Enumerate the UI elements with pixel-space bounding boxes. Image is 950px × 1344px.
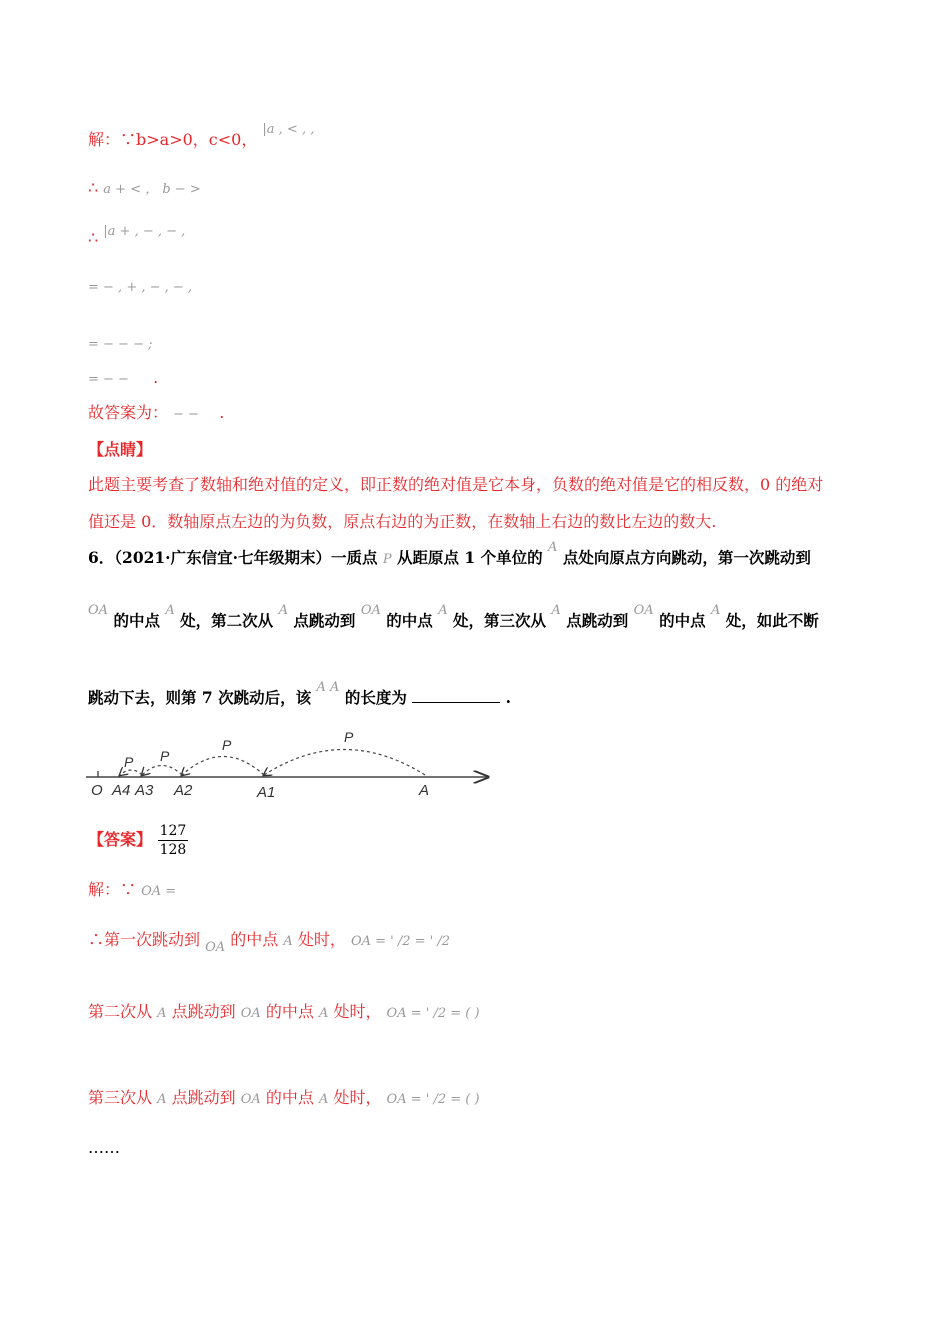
solution6-line4-formula: OA = ' /2 = ( ) <box>386 1092 480 1107</box>
label-a: A <box>419 782 430 799</box>
jump-arc-1 <box>264 750 425 776</box>
label-a3: A3 <box>135 782 154 799</box>
solution5-line6 <box>88 368 158 390</box>
solution6-line2-b: 的中点 <box>230 930 279 949</box>
solution6-line3-point: A <box>157 1006 167 1021</box>
problem6-point-a1b: A <box>278 603 288 618</box>
problem6-line1 <box>88 540 811 570</box>
jump-arc-3 <box>142 766 182 776</box>
solution5-line4 <box>88 276 192 298</box>
problem6-line2 <box>88 603 819 633</box>
problem6-seg-oa: OA <box>88 603 109 618</box>
problem6-line2-e: 处，第三次从 <box>452 611 546 630</box>
problem6-line2-d: 的中点 <box>386 611 433 630</box>
problem6-line2-c: 点跳动到 <box>293 611 356 630</box>
solution6-line3-point2: A <box>318 1006 329 1021</box>
problem6-point-a1: A <box>165 603 175 618</box>
solution6-line2-c: 处时， <box>297 930 346 949</box>
problem6-line2-g: 的中点 <box>659 611 706 630</box>
solution6-line3-formula: OA = ' /2 = ( ) <box>386 1006 480 1021</box>
problem6-line3-c: . <box>505 688 512 707</box>
solution6-line2-a: ∴第一次跳动到 <box>88 930 201 949</box>
solution5-line6-suffix: . <box>153 368 159 387</box>
solution6-line4-b: 点跳动到 <box>171 1088 236 1107</box>
solution6-line4-seg: OA <box>240 1092 261 1107</box>
solution5-line5 <box>88 333 152 355</box>
answer6 <box>88 822 188 859</box>
jump-arc-2 <box>182 757 264 776</box>
solution6-line1-prefix: 解：∵ <box>88 880 137 899</box>
solution5-line2-formula: a + < ， b − > <box>103 182 201 197</box>
solution5-line1 <box>88 122 315 152</box>
solution6-line3-seg: OA <box>240 1006 261 1021</box>
jump-label-2: P <box>222 737 232 753</box>
solution6-line3-a: 第二次从 <box>88 1002 153 1021</box>
answer6-label: 【答案】 <box>88 830 153 849</box>
jump-label-1: P <box>344 729 354 745</box>
solution6-line1 <box>88 880 176 902</box>
solution6-line4-point3: A <box>318 1092 329 1107</box>
number-line-figure <box>86 728 496 803</box>
problem6-line1-c: 点处向原点方向跳动，第一次跳动到 <box>562 548 811 567</box>
problem6-point-a2: A <box>438 603 448 618</box>
solution6-line2-point: A <box>283 934 293 949</box>
solution6-line4 <box>88 1088 480 1110</box>
solution6-line4-c: 的中点 <box>265 1088 314 1107</box>
solution5-answer <box>88 403 224 425</box>
solution5-line1-formula: |a , < , , <box>262 122 315 137</box>
solution5-comment-heading: 【点睛】 <box>88 440 153 459</box>
problem6-line3-a: 跳动下去，则第 7 次跳动后，该 <box>88 688 312 707</box>
problem6-line3 <box>88 680 512 710</box>
problem6-point-a: A <box>548 540 558 555</box>
solution6-line3-b: 点跳动到 <box>171 1002 236 1021</box>
solution6-ellipsis: …… <box>88 1138 120 1157</box>
jump-arc-4 <box>120 770 142 775</box>
jump-label-3: P <box>160 748 170 764</box>
solution6-line3-c: 的中点 <box>265 1002 314 1021</box>
solution5-line5-formula: = − − − ; <box>88 337 153 352</box>
answer6-denominator: 128 <box>159 842 187 858</box>
problem6-point-a2b: A <box>551 603 561 618</box>
jump-label-4: P <box>124 754 134 770</box>
solution5-answer-formula: − − <box>173 407 200 422</box>
answer-blank <box>412 688 500 703</box>
solution5-line3-prefix: ∴ <box>88 228 99 247</box>
label-a1: A1 <box>257 784 276 801</box>
solution5-answer-suffix: . <box>219 403 225 422</box>
problem6-segment: A A <box>316 680 340 695</box>
answer6-numerator: 127 <box>159 823 187 839</box>
solution6-line4-d: 处时， <box>333 1088 382 1107</box>
problem6-line2-h: 处，如此不断 <box>725 611 819 630</box>
problem6-point-p: P <box>382 552 392 567</box>
problem6-seg-oa2: OA <box>633 603 654 618</box>
problem6-line3-b: 的长度为 <box>344 688 407 707</box>
solution6-line3 <box>88 1002 480 1024</box>
solution6-line4-a: 第三次从 <box>88 1088 153 1107</box>
label-a4: A4 <box>112 782 131 799</box>
problem6-line2-a: 的中点 <box>113 611 160 630</box>
solution5-line2 <box>88 178 201 200</box>
solution5-line2-prefix: ∴ <box>88 178 99 197</box>
solution5-line1-prefix: 解：∵b>a>0，c<0， <box>88 130 258 149</box>
solution6-line2-oa: OA <box>205 940 226 955</box>
label-o: O <box>91 782 103 799</box>
solution5-answer-prefix: 故答案为： <box>88 403 169 422</box>
solution6-line4-point: A <box>157 1092 167 1107</box>
problem6-seg-oa1: OA <box>360 603 381 618</box>
label-a2: A2 <box>174 782 193 799</box>
solution5-line4-formula: = − , + , − , − , <box>88 280 193 295</box>
problem6-line2-b: 处，第二次从 <box>180 611 274 630</box>
problem6-point-a3: A <box>711 603 721 618</box>
solution5-comment-line1: 此题主要考查了数轴和绝对值的定义，即正数的绝对值是它本身，负数的绝对值是它的相反数，0 的绝对 <box>88 475 824 494</box>
answer6-fraction <box>158 822 189 859</box>
solution6-line2 <box>88 930 451 955</box>
solution5-line3 <box>88 220 186 247</box>
solution5-line6-formula: = − − <box>88 372 129 387</box>
problem6-line1-a: 6．（2021·广东信宜·七年级期末）一质点 <box>88 548 378 567</box>
solution6-line1-formula: OA = <box>141 884 177 899</box>
solution5-line3-formula: |a + , − , − , <box>103 224 186 239</box>
problem6-line1-b: 从距原点 1 个单位的 <box>397 548 543 567</box>
solution6-line2-formula: OA = ' /2 = ' /2 <box>350 934 451 949</box>
problem6-line2-f: 点跳动到 <box>566 611 629 630</box>
solution5-comment-line2: 值还是 0．数轴原点左边的为负数，原点右边的为正数，在数轴上右边的数比左边的数大. <box>88 512 717 531</box>
solution6-line3-d: 处时， <box>333 1002 382 1021</box>
